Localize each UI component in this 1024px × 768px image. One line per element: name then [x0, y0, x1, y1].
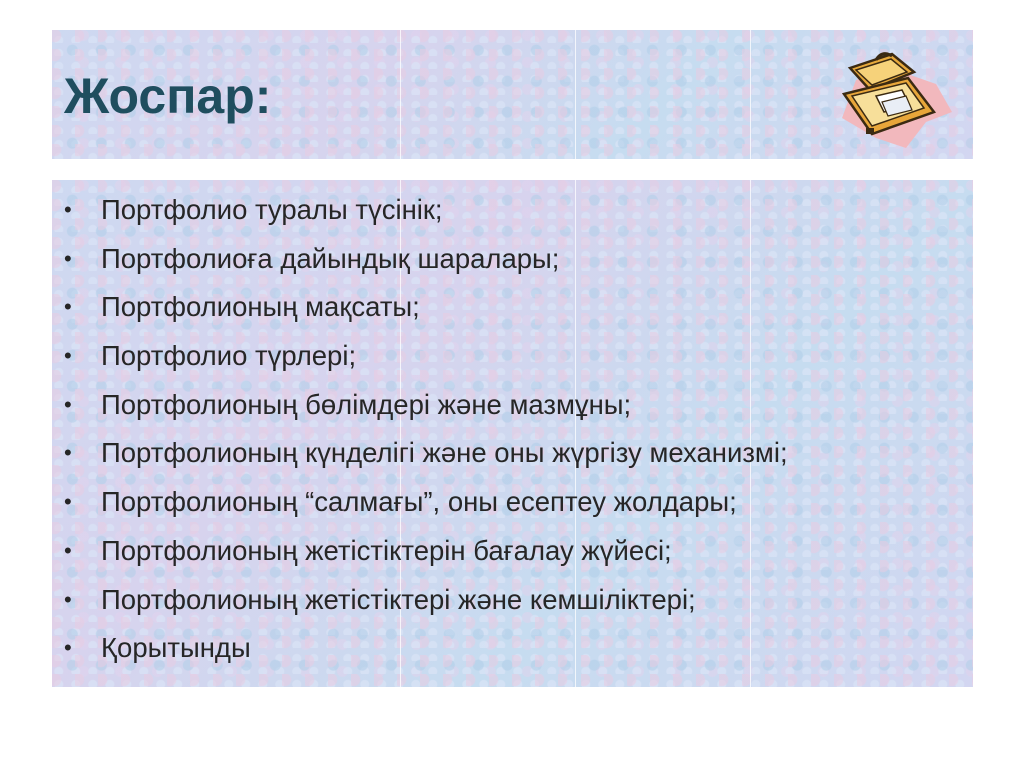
list-item: • Портфолионың бөлімдері және мазмұны;: [52, 381, 788, 430]
bullet-icon: •: [64, 489, 72, 515]
slide-title: Жоспар:: [64, 68, 272, 124]
list-item: • Портфолио түрлері;: [52, 332, 788, 381]
bullet-icon: •: [64, 343, 72, 369]
bullet-icon: •: [64, 537, 72, 563]
open-briefcase-icon: [836, 50, 954, 150]
bullet-icon: •: [64, 440, 72, 466]
list-item: • Портфолионың мақсаты;: [52, 283, 788, 332]
list-item: • Портфолионың күнделігі және оны жүргізу механизмі;: [52, 429, 788, 478]
agenda-list: [52, 186, 788, 673]
bullet-icon: •: [64, 391, 72, 417]
list-item: • Портфолионың “салмағы”, оны есептеу жолдары;: [52, 478, 788, 527]
list-item: • Қорытынды: [52, 624, 788, 673]
bullet-icon: •: [64, 245, 72, 271]
bullet-icon: •: [64, 197, 72, 222]
bullet-icon: •: [64, 586, 72, 612]
list-item: • Портфолионың жетістіктерін бағалау жүйесі;: [52, 527, 788, 576]
list-item: • Портфолиоға дайындық шаралары;: [52, 235, 788, 284]
list-item: • Портфолионың жетістіктері және кемшіліктері;: [52, 576, 788, 625]
list-item: • Портфолио туралы түсінік;: [52, 186, 788, 235]
content-panel: [52, 180, 973, 687]
title-panel: [52, 30, 973, 159]
bullet-icon: •: [64, 294, 72, 320]
bullet-icon: •: [64, 635, 72, 661]
